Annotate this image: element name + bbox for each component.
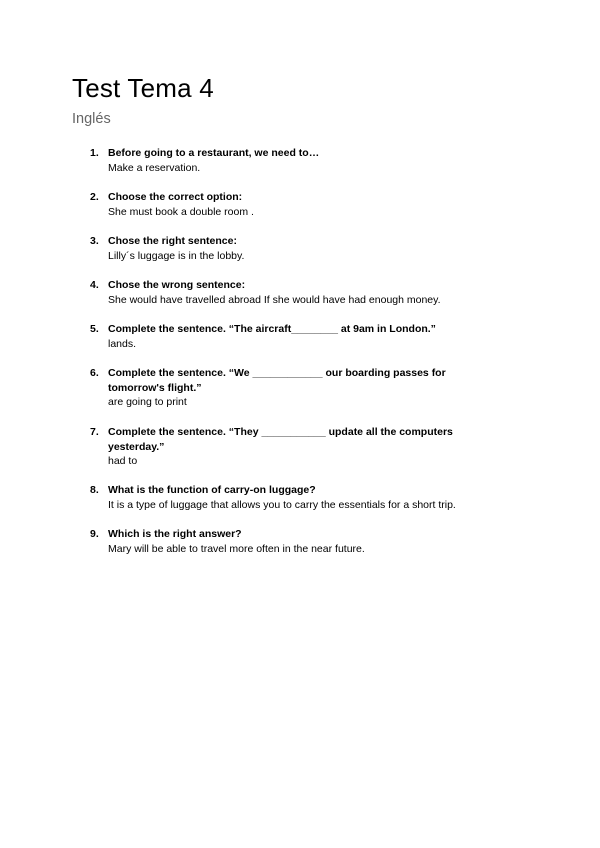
question-number: 5. [90,323,99,335]
document-subtitle: Inglés [72,111,111,127]
document-title: Test Tema 4 [72,73,214,103]
question-body [108,527,493,556]
question-body [108,366,493,410]
answer-text: She must book a double room . [108,205,254,218]
question-text: Which is the right answer? [108,528,242,540]
question-number: 1. [90,147,99,159]
answer-text: lands. [108,337,137,350]
question-number: 7. [90,426,99,438]
question-body [108,146,493,175]
question-text: Complete the sentence. “They ___________ update all the computers yesterday.” [108,426,453,453]
question-number: 2. [90,191,99,203]
question-text: Complete the sentence. “The aircraft________ at 9am in London.” [108,323,436,335]
question-body [108,483,493,512]
question-text: Choose the correct option: [108,191,243,203]
question-number: 6. [90,367,99,379]
question-body [108,425,493,469]
answer-text: Make a reservation. [108,161,201,174]
answer-text: had to [108,455,138,468]
question-text: Before going to a restaurant, we need to… [108,147,320,159]
question-body [108,234,493,263]
answer-text: It is a type of luggage that allows you to carry the essentials for a short trip. [108,498,456,511]
question-text: Chose the wrong sentence: [108,279,246,291]
answer-text: Mary will be able to travel more often in the near future. [108,542,365,555]
question-number: 9. [90,528,99,540]
question-text: What is the function of carry-on luggage? [108,484,316,496]
question-body [108,190,493,219]
question-number: 3. [90,235,99,247]
question-body [108,278,493,307]
question-body [108,322,493,351]
question-number: 8. [90,484,99,496]
question-text: Chose the right sentence: [108,235,237,247]
question-number: 4. [90,279,99,291]
question-text: Complete the sentence. “We ____________ our boarding passes for tomorrow's flight.” [108,367,446,394]
answer-text: She would have travelled abroad If she would have had enough money. [108,293,441,306]
answer-text: Lilly´s luggage is in the lobby. [108,249,245,262]
answer-text: are going to print [108,396,187,409]
